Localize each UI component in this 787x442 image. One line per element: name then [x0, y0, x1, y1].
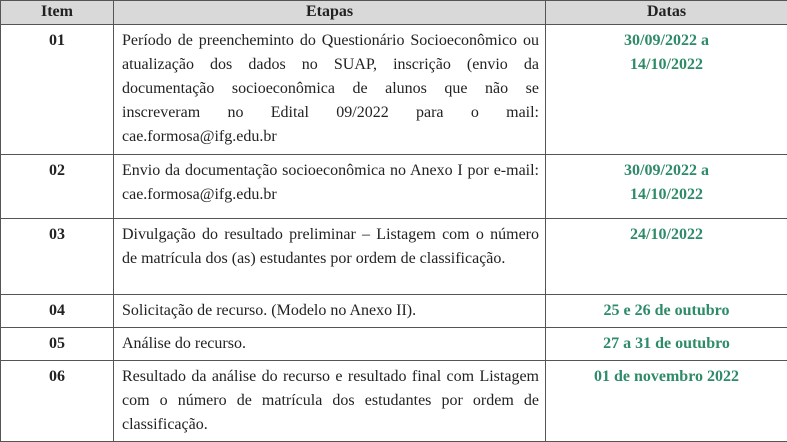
item-number: 04: [1, 295, 114, 328]
date-cell: [546, 328, 787, 361]
item-number: 06: [1, 361, 114, 442]
etapa-description: Envio da documentação socioeconômica no Anexo I por e-mail: cae.formosa@ifg.edu.br: [114, 155, 546, 219]
table-row: [1, 328, 787, 361]
etapa-description: Análise do recurso.: [114, 328, 546, 361]
date-line: 27 a 31 de outubro: [550, 332, 783, 356]
item-number: 03: [1, 219, 114, 295]
date-line: 30/09/2022 a: [550, 29, 783, 53]
table-row: [1, 361, 787, 442]
date-cell: [546, 295, 787, 328]
etapa-description: Período de preenchemintо do Questionário Socioeconômico ou atualização dos dados no SUAP, inscrição (envio da documentação socioeconômica de alunos que não se inscreveram no Edital 09/2022 para o mail: cae.formosa@ifg.edu.br: [114, 25, 546, 155]
date-line: 14/10/2022: [550, 183, 783, 207]
etapa-description: Solicitação de recurso. (Modelo no Anexo II).: [114, 295, 546, 328]
date-line: 24/10/2022: [550, 223, 783, 247]
header-datas: Datas: [546, 1, 787, 25]
table-row: [1, 295, 787, 328]
date-cell: [546, 219, 787, 295]
date-line: 30/09/2022 a: [550, 159, 783, 183]
date-cell: [546, 361, 787, 442]
etapa-description: Divulgação do resultado preliminar – Listagem com o número de matrícula dos (as) estudantes por ordem de classificação.: [114, 219, 546, 295]
date-cell: [546, 155, 787, 219]
header-item: Item: [1, 1, 114, 25]
table-row: [1, 25, 787, 155]
date-cell: [546, 25, 787, 155]
item-number: 01: [1, 25, 114, 155]
date-line: 25 e 26 de outubro: [550, 299, 783, 323]
table-row: [1, 155, 787, 219]
header-row: [1, 1, 787, 25]
item-number: 02: [1, 155, 114, 219]
etapa-description: Resultado da análise do recurso e resultado final com Listagem com o número de matrícula dos estudantes por ordem de classificação.: [114, 361, 546, 442]
table-row: [1, 219, 787, 295]
header-etapas: Etapas: [114, 1, 546, 25]
date-line: 01 de novembro 2022: [550, 365, 783, 389]
date-line: 14/10/2022: [550, 53, 783, 77]
item-number: 05: [1, 328, 114, 361]
